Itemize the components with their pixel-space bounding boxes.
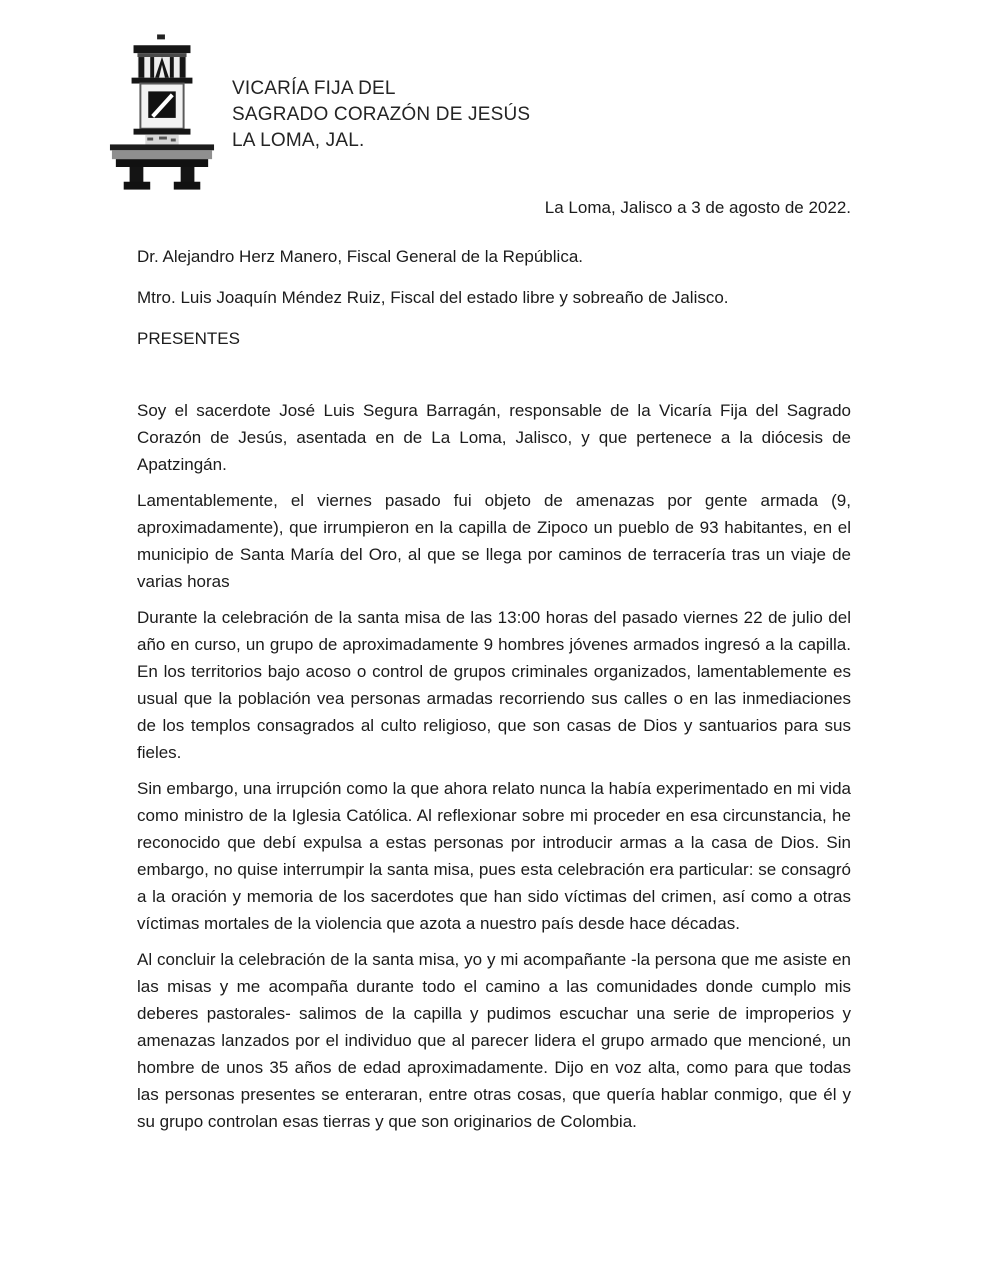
org-line-3: LA LOMA, JAL. xyxy=(232,130,365,151)
org-line-2: SAGRADO CORAZÓN DE JESÚS xyxy=(232,104,531,125)
paragraph-2: Lamentablemente, el viernes pasado fui objeto de amenazas por gente armada (9, aproximadamente), que irrumpieron en la capilla de Zipoco un pueblo de 93 habitantes, en el municipio de Santa María del Oro, al que se llega por caminos de terracería tras un viaje de varias horas xyxy=(137,491,851,591)
salutation: PRESENTES xyxy=(137,329,240,348)
paragraph-1: Soy el sacerdote José Luis Segura Barragán, responsable de la Vicaría Fija del Sagrado Corazón de Jesús, asentada en de La Loma, Jalisco, y que pertenece a la diócesis de Apatzingán. xyxy=(137,401,851,474)
recipient-1: Dr. Alejandro Herz Manero, Fiscal General de la República. xyxy=(137,247,583,266)
paragraph-3: Durante la celebración de la santa misa de las 13:00 horas del pasado viernes 22 de julio del año en curso, un grupo de aproximadamente 9 hombres jóvenes armados ingresó a la capilla. En los territorios bajo acoso o control de grupos criminales organizados, lamentablemente es usual que la población vea personas armadas recorriendo sus calles o en las inmediaciones de los templos consagrados al culto religioso, que son casas de Dios y santuarios para sus fieles. xyxy=(137,608,851,762)
letterhead xyxy=(108,34,530,192)
paragraph-5: Al concluir la celebración de la santa misa, yo y mi acompañante -la persona que me asiste en las misas y me acompaña durante todo el camino a las comunidades donde cumplo mis deberes pastorales- salimos de la capilla y pudimos escuchar una serie de improperios y amenazas lanzados por el individuo que al parecer lidera el grupo armado que mencioné, un hombre de unos 35 años de edad aproximadamente. Dijo en voz alta, como para que todas las personas presentes se enteraran, entre otras cosas, que quería hablar conmigo, que él y su grupo controlan esas tierras y que son originarios de Colombia. xyxy=(137,950,851,1131)
organization-name xyxy=(232,76,530,154)
date-line: La Loma, Jalisco a 3 de agosto de 2022. xyxy=(544,198,851,217)
recipient-2: Mtro. Luis Joaquín Méndez Ruiz, Fiscal del estado libre y sobreaño de Jalisco. xyxy=(137,288,729,307)
letter-body xyxy=(137,243,851,1144)
church-tower-icon xyxy=(108,34,216,192)
paragraph-4: Sin embargo, una irrupción como la que ahora relato nunca la había experimentado en mi vida como ministro de la Iglesia Católica. Al reflexionar sobre mi proceder en esa circunstancia, he reconocido que debí expulsa a estas personas por introducir armas a la casa de Dios. Sin embargo, no quise interrumpir la santa misa, pues esta celebración era particular: se consagró a la oración y memoria de los sacerdotes que han sido víctimas del crimen, así como a otras víctimas mortales de la violencia que azota a nuestro país desde hace décadas. xyxy=(137,779,851,933)
org-line-1: VICARÍA FIJA DEL xyxy=(232,78,396,99)
